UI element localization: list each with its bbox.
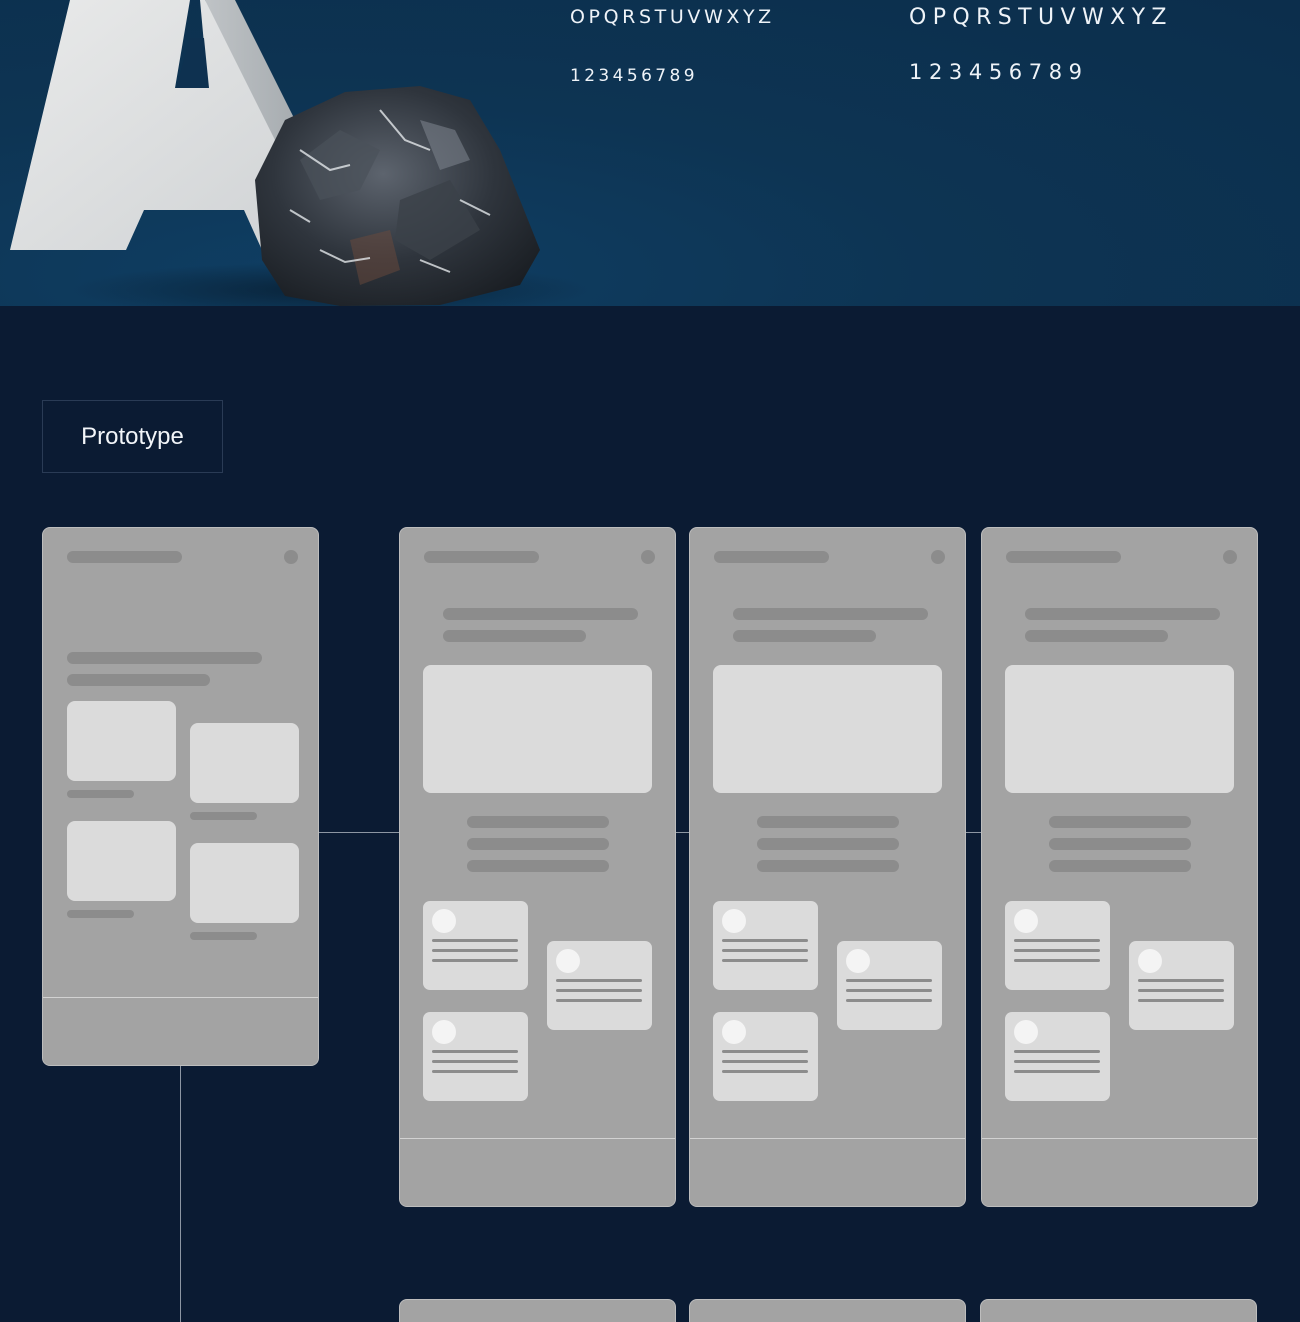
thumbnail-caption <box>190 812 257 820</box>
text-line-placeholder <box>1049 860 1191 872</box>
text-line-placeholder <box>757 860 899 872</box>
screen-footer <box>43 997 318 1065</box>
hero-banner <box>0 0 1300 306</box>
letter-a-rock-illustration <box>0 0 600 306</box>
grid-thumbnail[interactable] <box>67 701 176 781</box>
header-title-placeholder <box>67 551 182 563</box>
wireframe-screen-detail[interactable] <box>399 527 676 1207</box>
wireframe-screen-home[interactable] <box>42 527 319 1066</box>
wireframe-screen-next[interactable] <box>980 1299 1257 1322</box>
text-line-placeholder <box>757 816 899 828</box>
wireframe-screen-next[interactable] <box>689 1299 966 1322</box>
header-title-placeholder <box>714 551 829 563</box>
comment-card[interactable] <box>713 1012 818 1101</box>
avatar <box>722 909 746 933</box>
wireframe-screen-detail[interactable] <box>689 527 966 1207</box>
comment-card[interactable] <box>1005 1012 1110 1101</box>
heading-placeholder <box>1025 608 1220 620</box>
grid-thumbnail[interactable] <box>67 821 176 901</box>
flow-connector <box>319 832 399 833</box>
comment-card[interactable] <box>423 901 528 990</box>
avatar <box>556 949 580 973</box>
text-line-placeholder <box>1049 838 1191 850</box>
flow-connector <box>676 832 689 833</box>
text-line-placeholder <box>1049 816 1191 828</box>
font-sample-2-digits: 123456789 <box>909 60 1089 84</box>
avatar <box>1138 949 1162 973</box>
avatar <box>722 1020 746 1044</box>
comment-card[interactable] <box>423 1012 528 1101</box>
header-title-placeholder <box>1006 551 1121 563</box>
comment-card[interactable] <box>1005 901 1110 990</box>
comment-card[interactable] <box>547 941 652 1030</box>
hero-image-placeholder <box>1005 665 1234 793</box>
thumbnail-caption <box>67 790 134 798</box>
hero-image-placeholder <box>713 665 942 793</box>
menu-icon <box>931 550 945 564</box>
text-line-placeholder <box>467 838 609 850</box>
text-line-placeholder <box>467 816 609 828</box>
flow-connector <box>180 1066 181 1322</box>
comment-card[interactable] <box>713 901 818 990</box>
screen-footer <box>400 1138 675 1206</box>
avatar <box>1014 1020 1038 1044</box>
menu-icon <box>1223 550 1237 564</box>
text-line-placeholder <box>467 860 609 872</box>
screen-footer <box>690 1138 965 1206</box>
grid-thumbnail[interactable] <box>190 723 299 803</box>
font-sample-1-letters: OPQRSTUVWXYZ <box>570 6 775 28</box>
subheading-placeholder <box>1025 630 1168 642</box>
subheading-placeholder <box>443 630 586 642</box>
heading-placeholder <box>67 652 262 664</box>
text-line-placeholder <box>757 838 899 850</box>
avatar <box>846 949 870 973</box>
avatar <box>1014 909 1038 933</box>
avatar <box>432 1020 456 1044</box>
avatar <box>432 909 456 933</box>
grid-thumbnail[interactable] <box>190 843 299 923</box>
hero-image-placeholder <box>423 665 652 793</box>
menu-icon <box>641 550 655 564</box>
thumbnail-caption <box>190 932 257 940</box>
thumbnail-caption <box>67 910 134 918</box>
header-title-placeholder <box>424 551 539 563</box>
comment-card[interactable] <box>837 941 942 1030</box>
subheading-placeholder <box>67 674 210 686</box>
comment-card[interactable] <box>1129 941 1234 1030</box>
menu-icon <box>284 550 298 564</box>
font-sample-1-digits: 123456789 <box>570 66 698 86</box>
heading-placeholder <box>443 608 638 620</box>
subheading-placeholder <box>733 630 876 642</box>
wireframe-screen-detail[interactable] <box>981 527 1258 1207</box>
prototype-section-label: Prototype <box>42 400 223 473</box>
font-sample-2-letters: OPQRSTUVWXYZ <box>909 5 1173 30</box>
heading-placeholder <box>733 608 928 620</box>
screen-footer <box>982 1138 1257 1206</box>
flow-connector <box>966 832 981 833</box>
wireframe-screen-next[interactable] <box>399 1299 676 1322</box>
